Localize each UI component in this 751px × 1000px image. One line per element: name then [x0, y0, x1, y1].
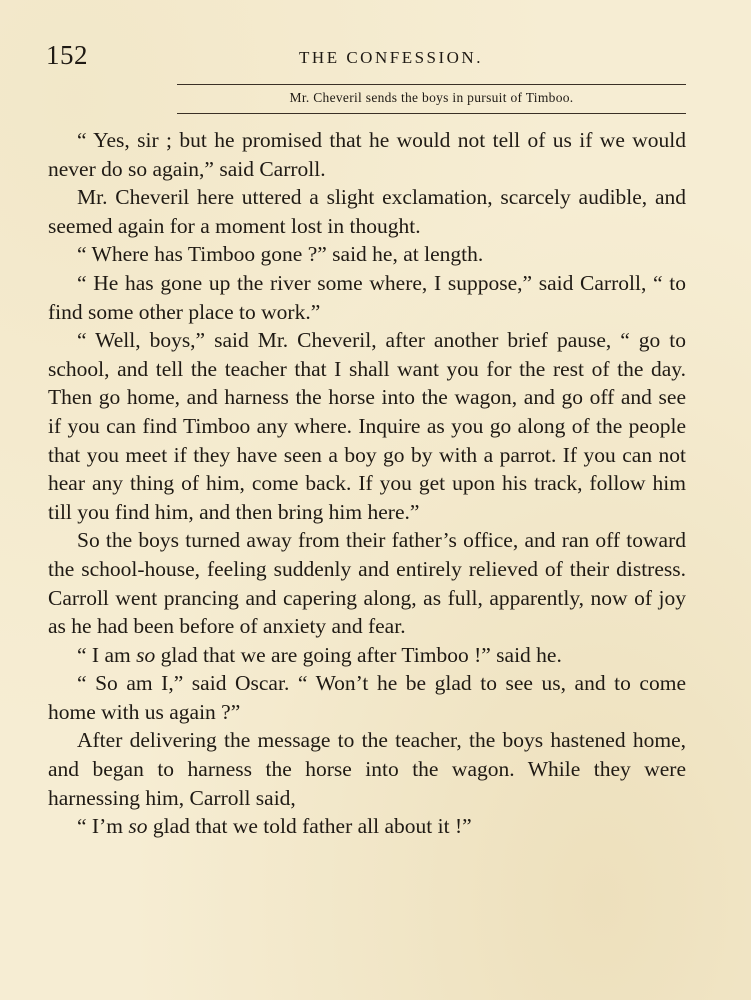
paragraph: “ Yes, sir ; but he promised that he would not tell of us if we would never do so again,” said Carroll.	[48, 128, 686, 181]
paragraph: “ Well, boys,” said Mr. Cheveril, after another brief pause, “ go to school, and tell the teacher that I shall want you for the rest of the day. Then go home, and harness the horse into the wagon, and go off and see if you can find Timboo any where. Inquire as you go along of the people that you meet if they have seen a boy go by with a parrot. If you can not hear any thing of him, come back. If you get upon his track, follow him till you find him, and then bring him here.”	[48, 328, 686, 524]
paragraph	[48, 641, 686, 670]
paragraph: “ He has gone up the river some where, I suppose,” said Carroll, “ to find some other place to work.”	[48, 270, 686, 324]
paragraph-text: “ I’m	[77, 814, 129, 839]
paragraph-text: glad that we are going after Timboo !” said he.	[155, 642, 562, 667]
paragraph: Mr. Cheveril here uttered a slight exclamation, scarcely audible, and seemed again for a moment lost in thought.	[48, 185, 686, 238]
bottom-rule-divider	[177, 113, 686, 114]
section-subheading: Mr. Cheveril sends the boys in pursuit of Timboo.	[289, 90, 574, 105]
paragraph: So the boys turned away from their father’s office, and ran off toward the school-house, feeling suddenly and entirely relieved of their distress. Carroll went prancing and capering along, as full, apparently, now of joy as he had been before of anxiety and fear.	[48, 528, 686, 639]
emphasis-text: so	[136, 642, 156, 667]
paragraph	[48, 812, 686, 841]
paragraph: After delivering the message to the teacher, the boys hastened home, and began to harness the horse into the wagon. While they were harnessing him, Carroll said,	[48, 728, 686, 810]
body-text	[48, 126, 686, 841]
running-head	[46, 40, 686, 74]
top-rule-divider	[177, 84, 686, 85]
paragraph: “ So am I,” said Oscar. “ Won’t he be glad to see us, and to come home with us again ?”	[48, 671, 686, 724]
paragraph-text: glad that we told father all about it !”	[147, 814, 472, 839]
page-number: 152	[46, 40, 88, 70]
emphasis-text: so	[128, 814, 148, 839]
paragraph: “ Where has Timboo gone ?” said he, at length.	[77, 242, 484, 267]
running-title: THE CONFESSION.	[299, 48, 483, 67]
paragraph-text: “ I am	[77, 642, 137, 667]
